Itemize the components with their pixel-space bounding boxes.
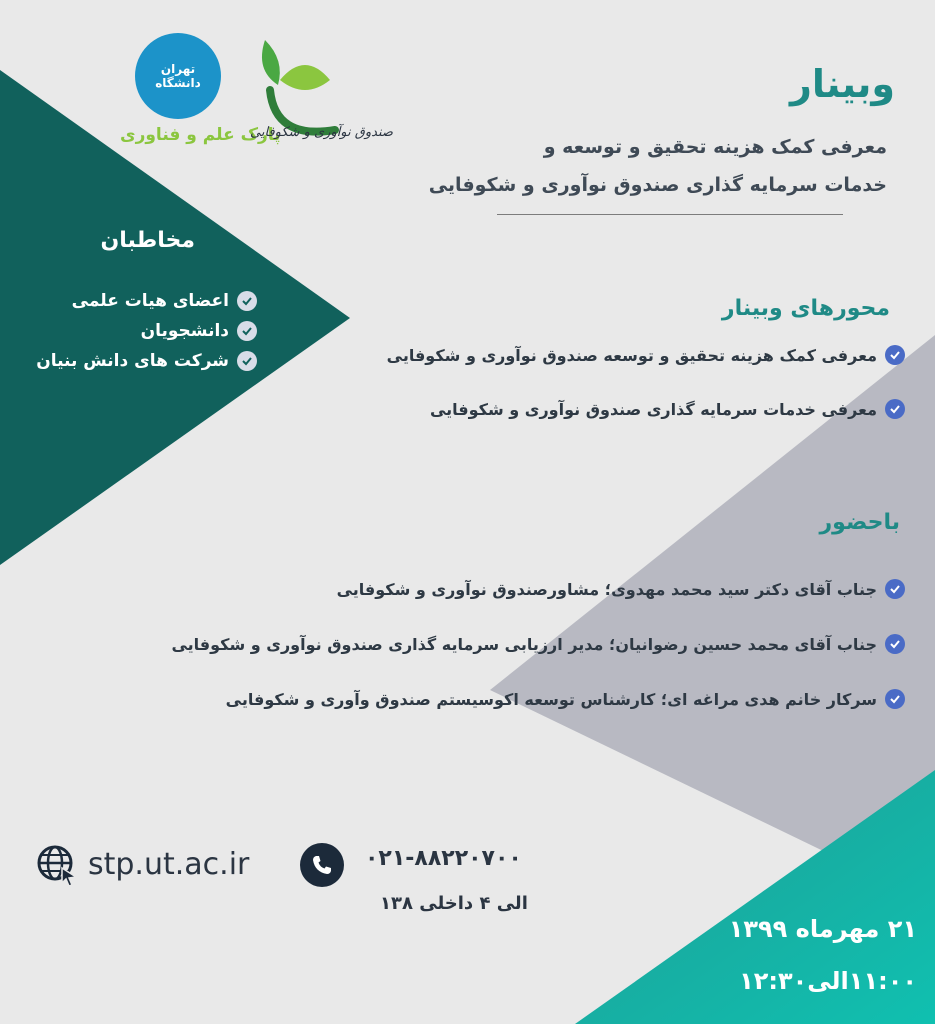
check-icon <box>237 291 257 311</box>
phone-icon <box>300 843 344 887</box>
guest-item-label: جناب آقای محمد حسین رضوانیان؛ مدیر ارزیابی سرمایه گذاری صندوق نوآوری و شکوفایی <box>171 634 877 654</box>
topic-item <box>387 394 905 424</box>
check-icon <box>885 689 905 709</box>
guests-title: باحضور <box>819 510 900 535</box>
subtitle-line-1: معرفی کمک هزینه تحقیق و توسعه و <box>543 136 887 158</box>
audience-item-label: دانشجویان <box>140 321 229 341</box>
audience-item <box>36 346 257 376</box>
globe-icon <box>36 844 78 886</box>
topics-list <box>387 340 905 448</box>
check-icon <box>237 351 257 371</box>
event-date: ۲۱ مهرماه ۱۳۹۹ <box>728 915 917 943</box>
event-time: ۱۱:۰۰الی۱۲:۳۰ <box>739 967 917 995</box>
check-icon <box>885 399 905 419</box>
audience-item-label: اعضای هیات علمی <box>71 291 229 311</box>
phone-extension: الی ۴ داخلی ۱۳۸ <box>380 893 528 914</box>
divider <box>497 214 843 215</box>
fund-logo-icon <box>250 30 360 160</box>
guest-item-label: جناب آقای دکتر سید محمد مهدوی؛ مشاورصندوق نوآوری و شکوفایی <box>336 579 877 599</box>
topic-item <box>387 340 905 370</box>
guest-item-label: سرکار خانم هدی مراغه ای؛ کارشناس توسعه اکوسیستم صندوق وآوری و شکوفایی <box>225 689 877 709</box>
topics-title: محورهای وبینار <box>721 296 890 321</box>
topic-item-label: معرفی خدمات سرمایه گذاری صندوق نوآوری و شکوفایی <box>429 399 877 419</box>
guest-item <box>171 684 905 714</box>
guest-item <box>171 629 905 659</box>
page-title: وبینار <box>789 62 895 106</box>
guest-item <box>171 574 905 604</box>
guests-list <box>171 574 905 739</box>
audience-item <box>36 286 257 316</box>
page-subtitle <box>367 128 887 204</box>
audience-item-label: شرکت های دانش بنیان <box>36 351 229 371</box>
science-park-logo: پارک علم و فناوری <box>120 125 281 145</box>
website-link[interactable]: stp.ut.ac.ir <box>88 847 250 882</box>
phone-number[interactable]: ۰۲۱-۸۸۲۲۰۷۰۰ <box>365 846 522 871</box>
check-icon <box>885 345 905 365</box>
audience-item <box>36 316 257 346</box>
audience-title: مخاطبان <box>100 228 195 253</box>
fund-logo-text: صندوق نوآوری و شکوفایی <box>250 125 393 140</box>
check-icon <box>885 579 905 599</box>
subtitle-line-2: خدمات سرمایه گذاری صندوق نوآوری و شکوفایی <box>428 174 887 196</box>
audience-list <box>36 286 257 376</box>
topic-item-label: معرفی کمک هزینه تحقیق و توسعه صندوق نوآوری و شکوفایی <box>386 345 877 365</box>
university-logo: تهران دانشگاه <box>135 33 221 119</box>
check-icon <box>885 634 905 654</box>
check-icon <box>237 321 257 341</box>
